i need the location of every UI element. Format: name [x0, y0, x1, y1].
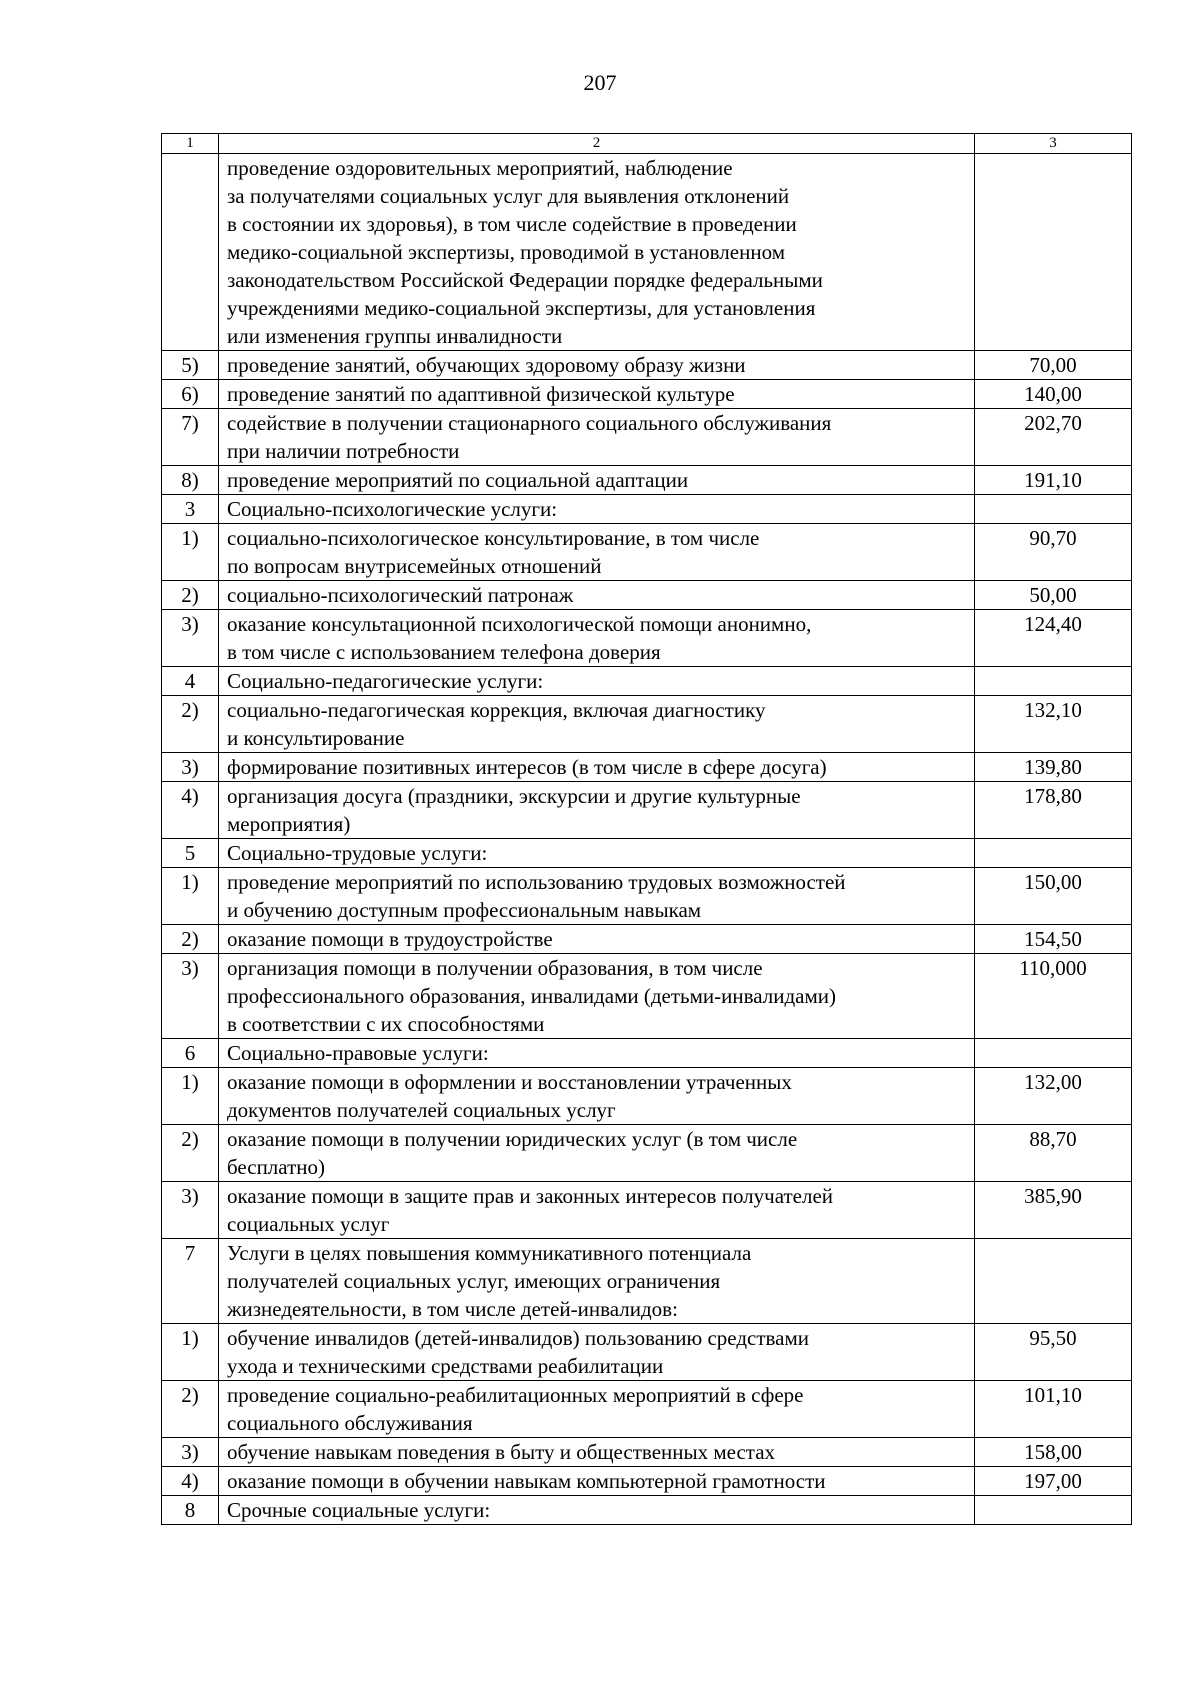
service-name-cell: проведение мероприятий по социальной адаптации	[219, 466, 975, 495]
table-row	[162, 610, 1132, 667]
service-name-cell: Социально-психологические услуги:	[219, 495, 975, 524]
table-row	[162, 1239, 1132, 1324]
price-cell	[975, 1496, 1132, 1525]
table-row	[162, 839, 1132, 868]
table-row	[162, 380, 1132, 409]
row-number-cell: 1)	[162, 1324, 219, 1381]
row-number-cell: 3)	[162, 1438, 219, 1467]
price-cell: 154,50	[975, 925, 1132, 954]
row-number-cell	[162, 154, 219, 351]
table-row	[162, 1039, 1132, 1068]
price-cell: 150,00	[975, 868, 1132, 925]
price-cell	[975, 495, 1132, 524]
table-row	[162, 1068, 1132, 1125]
row-number-cell: 7	[162, 1239, 219, 1324]
table-row	[162, 466, 1132, 495]
table-row	[162, 524, 1132, 581]
service-name-cell: Срочные социальные услуги:	[219, 1496, 975, 1525]
price-cell: 140,00	[975, 380, 1132, 409]
table-row	[162, 1496, 1132, 1525]
table-row	[162, 925, 1132, 954]
price-cell: 88,70	[975, 1125, 1132, 1182]
service-name-cell: оказание консультационной психологической помощи анонимно, в том числе с использованием телефона доверия	[219, 610, 975, 667]
table-row	[162, 868, 1132, 925]
table-row	[162, 753, 1132, 782]
price-cell: 385,90	[975, 1182, 1132, 1239]
services-table	[161, 133, 1132, 1525]
row-number-cell: 2)	[162, 1381, 219, 1438]
price-cell	[975, 1039, 1132, 1068]
service-name-cell: Социально-трудовые услуги:	[219, 839, 975, 868]
table-row	[162, 782, 1132, 839]
row-number-cell: 7)	[162, 409, 219, 466]
service-name-cell: организация досуга (праздники, экскурсии и другие культурные мероприятия)	[219, 782, 975, 839]
price-cell: 95,50	[975, 1324, 1132, 1381]
price-cell	[975, 154, 1132, 351]
row-number-cell: 1)	[162, 868, 219, 925]
row-number-cell: 5)	[162, 351, 219, 380]
row-number-cell: 4	[162, 667, 219, 696]
price-cell: 202,70	[975, 409, 1132, 466]
column-header-3: 3	[975, 134, 1132, 154]
price-cell: 101,10	[975, 1381, 1132, 1438]
row-number-cell: 2)	[162, 1125, 219, 1182]
services-table-body	[162, 134, 1132, 1525]
table-row	[162, 667, 1132, 696]
price-cell: 158,00	[975, 1438, 1132, 1467]
price-cell: 90,70	[975, 524, 1132, 581]
service-name-cell: обучение инвалидов (детей-инвалидов) пользованию средствами ухода и техническими средствами реабилитации	[219, 1324, 975, 1381]
row-number-cell: 3	[162, 495, 219, 524]
price-cell: 50,00	[975, 581, 1132, 610]
price-cell: 110,000	[975, 954, 1132, 1039]
service-name-cell: оказание помощи в защите прав и законных интересов получателей социальных услуг	[219, 1182, 975, 1239]
column-header-2: 2	[219, 134, 975, 154]
row-number-cell: 2)	[162, 696, 219, 753]
table-row	[162, 1438, 1132, 1467]
table-row	[162, 495, 1132, 524]
row-number-cell: 1)	[162, 1068, 219, 1125]
row-number-cell: 6)	[162, 380, 219, 409]
price-cell	[975, 1239, 1132, 1324]
table-row	[162, 1381, 1132, 1438]
table-row	[162, 1467, 1132, 1496]
service-name-cell: организация помощи в получении образования, в том числе профессионального образования, инвалидами (детьми-инвалидами) в соответствии с их способностями	[219, 954, 975, 1039]
row-number-cell: 8	[162, 1496, 219, 1525]
row-number-cell: 4)	[162, 1467, 219, 1496]
price-cell: 197,00	[975, 1467, 1132, 1496]
price-cell: 178,80	[975, 782, 1132, 839]
service-name-cell: социально-психологический патронаж	[219, 581, 975, 610]
table-row	[162, 954, 1132, 1039]
service-name-cell: Социально-правовые услуги:	[219, 1039, 975, 1068]
service-name-cell: оказание помощи в оформлении и восстановлении утраченных документов получателей социальных услуг	[219, 1068, 975, 1125]
table-row	[162, 1182, 1132, 1239]
price-cell	[975, 839, 1132, 868]
row-number-cell: 3)	[162, 753, 219, 782]
service-name-cell: проведение мероприятий по использованию трудовых возможностей и обучению доступным профессиональным навыкам	[219, 868, 975, 925]
price-cell: 139,80	[975, 753, 1132, 782]
price-cell: 124,40	[975, 610, 1132, 667]
table-row	[162, 409, 1132, 466]
table-row	[162, 351, 1132, 380]
service-name-cell: оказание помощи в обучении навыкам компьютерной грамотности	[219, 1467, 975, 1496]
row-number-cell: 2)	[162, 925, 219, 954]
table-row	[162, 154, 1132, 351]
price-cell: 70,00	[975, 351, 1132, 380]
service-name-cell: проведение оздоровительных мероприятий, наблюдение за получателями социальных услуг для выявления отклонений в состоянии их здоровья), в том числе содействие в проведении медико-социальной экспертизы, проводимой в установленном законодательством Российской Федерации порядке федеральными учреждениями медико-социальной экспертизы, для установления или изменения группы инвалидности	[219, 154, 975, 351]
row-number-cell: 6	[162, 1039, 219, 1068]
row-number-cell: 3)	[162, 610, 219, 667]
row-number-cell: 8)	[162, 466, 219, 495]
table-row	[162, 1125, 1132, 1182]
row-number-cell: 1)	[162, 524, 219, 581]
row-number-cell: 2)	[162, 581, 219, 610]
service-name-cell: проведение занятий, обучающих здоровому образу жизни	[219, 351, 975, 380]
service-name-cell: проведение социально-реабилитационных мероприятий в сфере социального обслуживания	[219, 1381, 975, 1438]
table-row	[162, 1324, 1132, 1381]
row-number-cell: 3)	[162, 1182, 219, 1239]
price-cell: 191,10	[975, 466, 1132, 495]
service-name-cell: Услуги в целях повышения коммуникативного потенциала получателей социальных услуг, имеющих ограничения жизнедеятельности, в том числе детей-инвалидов:	[219, 1239, 975, 1324]
row-number-cell: 3)	[162, 954, 219, 1039]
page-number: 207	[583, 70, 617, 95]
row-number-cell: 4)	[162, 782, 219, 839]
table-row	[162, 696, 1132, 753]
service-name-cell: формирование позитивных интересов (в том числе в сфере досуга)	[219, 753, 975, 782]
table-header-row	[162, 134, 1132, 154]
service-name-cell: Социально-педагогические услуги:	[219, 667, 975, 696]
service-name-cell: содействие в получении стационарного социального обслуживания при наличии потребности	[219, 409, 975, 466]
price-cell	[975, 667, 1132, 696]
column-header-1: 1	[162, 134, 219, 154]
service-name-cell: социально-психологическое консультирование, в том числе по вопросам внутрисемейных отношений	[219, 524, 975, 581]
service-name-cell: проведение занятий по адаптивной физической культуре	[219, 380, 975, 409]
service-name-cell: оказание помощи в получении юридических услуг (в том числе бесплатно)	[219, 1125, 975, 1182]
service-name-cell: социально-педагогическая коррекция, включая диагностику и консультирование	[219, 696, 975, 753]
row-number-cell: 5	[162, 839, 219, 868]
price-cell: 132,10	[975, 696, 1132, 753]
service-name-cell: оказание помощи в трудоустройстве	[219, 925, 975, 954]
price-cell: 132,00	[975, 1068, 1132, 1125]
service-name-cell: обучение навыкам поведения в быту и общественных местах	[219, 1438, 975, 1467]
table-row	[162, 581, 1132, 610]
